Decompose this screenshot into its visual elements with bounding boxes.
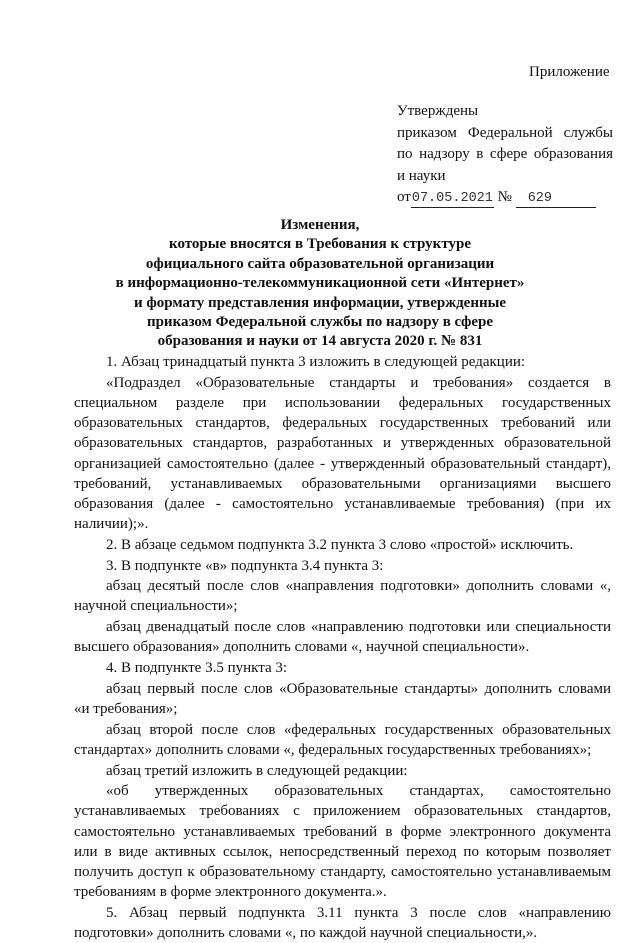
paragraph: абзац двенадцатый после слов «направлению подготовки или специальности высшего образования» дополнить словами «, научной специальности». bbox=[74, 619, 611, 656]
title-line: официального сайта образовательной организации bbox=[145, 255, 495, 272]
order-prefix: от bbox=[397, 189, 411, 205]
title-line: в информационно-телекоммуникационной сети «Интернет» bbox=[115, 275, 525, 292]
title-line: и формату представления информации, утвержденные bbox=[134, 294, 506, 311]
paragraph: «об утвержденных образовательных стандартах, самостоятельно устанавливаемых требованиях с приложением образовательных стандартов, самостоятельно устанавливаемых требований в форме электронного документа или в виде активных ссылок, непосредственный переход по которым позволяет получить доступ к образовательному стандарту, самостоятельно устанавливаемым требованиям в форме электронного документа.». bbox=[74, 783, 611, 901]
order-number: 629 bbox=[516, 191, 596, 208]
paragraph: 3. В подпункте «в» подпункта 3.4 пункта 3: bbox=[106, 557, 384, 574]
title-line: образования и науки от 14 августа 2020 г. № 831 bbox=[157, 333, 483, 350]
title-line: приказом Федеральной службы по надзору в сфере bbox=[146, 314, 494, 331]
paragraph: 2. В абзаце седьмом подпункта 3.2 пункта 3 слово «простой» исключить. bbox=[106, 536, 574, 553]
approval-line: приказом Федеральной службы bbox=[397, 124, 613, 141]
approval-line: Утверждены bbox=[397, 103, 479, 119]
document-body bbox=[74, 352, 611, 943]
document-title bbox=[100, 216, 540, 352]
paragraph: абзац второй после слов «федеральных государственных образовательных стандартах» дополнить словами «, федеральных государственных требованиях»; bbox=[74, 721, 611, 758]
paragraph: 1. Абзац тринадцатый пункта 3 изложить в следующей редакции: bbox=[106, 354, 526, 370]
order-number-label: № bbox=[497, 189, 512, 205]
paragraph: 5. Абзац первый подпункта 3.11 пункта 3 после слов «направлению подготовки» дополнить словами «, по каждой научной специальности,». bbox=[74, 904, 611, 942]
paragraph: абзац десятый после слов «направления подготовки» дополнить словами «, научной специальности»; bbox=[74, 578, 611, 615]
order-date: 07.05.2021 bbox=[411, 191, 493, 206]
paragraph: 4. В подпункте 3.5 пункта 3: bbox=[106, 660, 288, 677]
approval-block bbox=[397, 101, 613, 209]
approval-line: по надзору в сфере образования bbox=[397, 146, 613, 162]
paragraph: абзац первый после слов «Образовательные стандарты» дополнить словами «и требования»; bbox=[74, 680, 611, 717]
title-line: Изменения, bbox=[280, 217, 360, 233]
attachment-label: Приложение bbox=[529, 64, 610, 80]
order-reference bbox=[397, 187, 613, 209]
paragraph: абзац третий изложить в следующей редакции: bbox=[106, 762, 408, 779]
title-line: которые вносятся в Требования к структуре bbox=[169, 236, 471, 253]
paragraph: «Подраздел «Образовательные стандарты и требования» создается в специальном разделе при использовании федеральных государственных образовательных стандартов, федеральных государственных требований или образовательных стандартов, разработанных и утвержденных образовательной организацией самостоятельно (далее - утвержденный образовательный стандарт), требований, устанавливаемых образовательными организациями высшего образования (далее - самостоятельно устанавливаемые требования) (при их наличии);». bbox=[74, 374, 611, 533]
approval-line: и науки bbox=[397, 167, 446, 184]
